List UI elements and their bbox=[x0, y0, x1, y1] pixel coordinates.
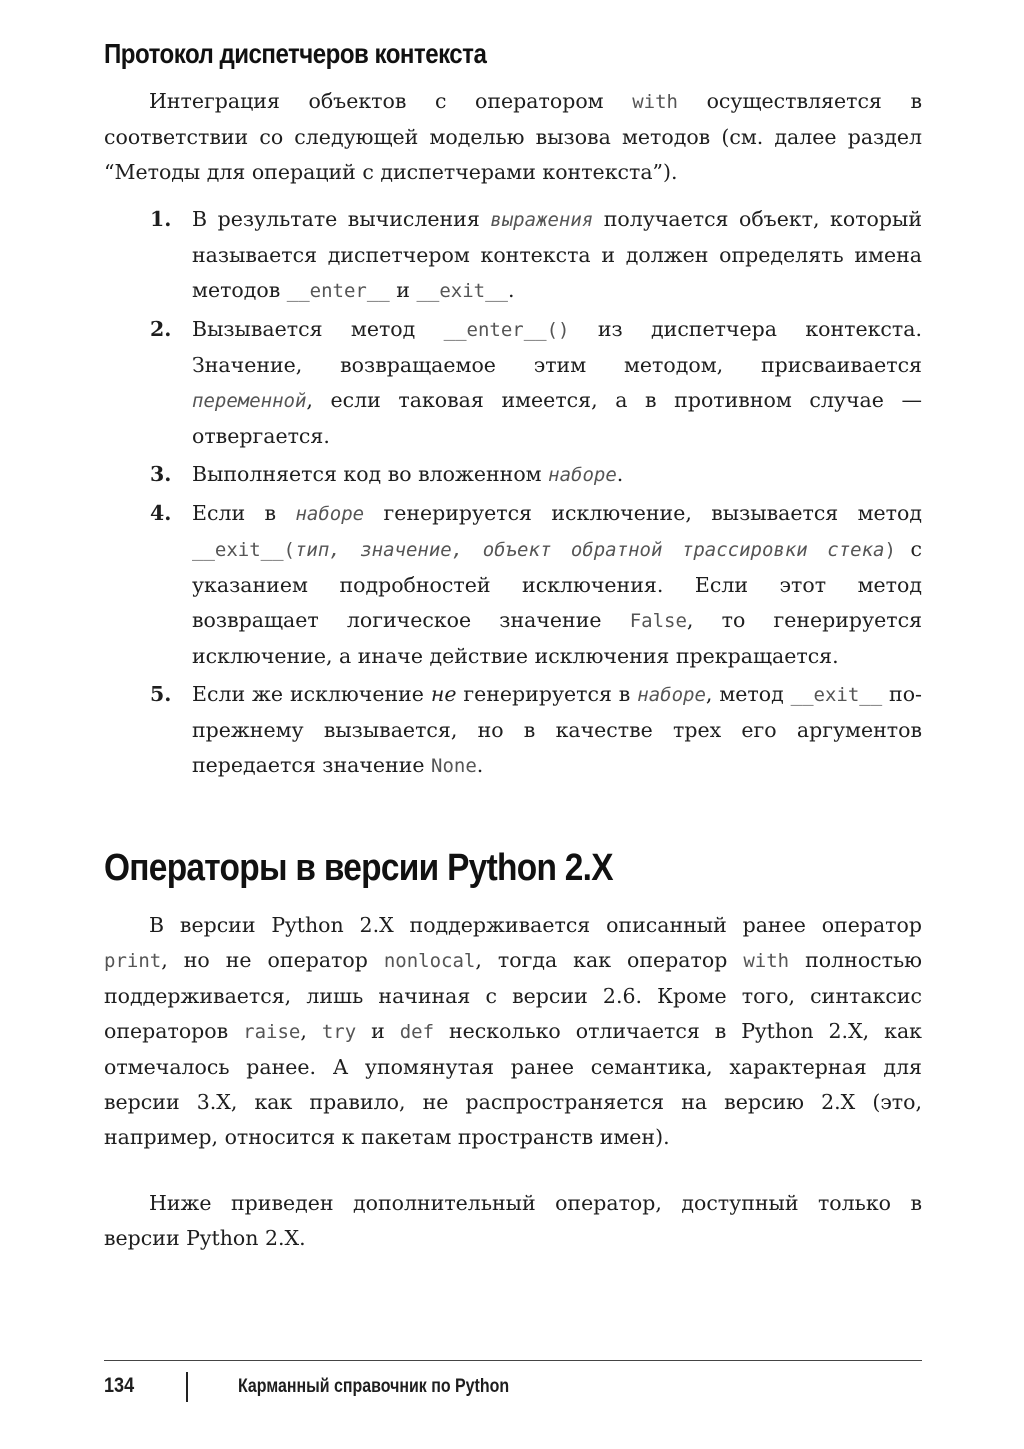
inline-code: __enter__ bbox=[286, 280, 390, 302]
list-item: 3. Выполняется код во вложенном наборе. bbox=[150, 457, 922, 493]
inline-code: raise bbox=[243, 1021, 301, 1043]
chapter-heading: Операторы в версии Python 2.X bbox=[104, 847, 613, 889]
running-title: Карманный справочник по Python bbox=[238, 1376, 510, 1397]
section-heading: Протокол диспетчеров контекста bbox=[104, 38, 487, 69]
protocol-steps-list bbox=[150, 202, 922, 787]
inline-code: __exit__ bbox=[416, 280, 508, 302]
inline-code: with bbox=[632, 91, 678, 113]
list-number: 3. bbox=[150, 462, 172, 486]
inline-code-italic: наборе bbox=[548, 464, 617, 486]
inline-code: def bbox=[399, 1021, 435, 1043]
inline-code: __exit__ bbox=[790, 684, 883, 706]
inline-code-italic: наборе bbox=[637, 684, 706, 706]
inline-code: try bbox=[321, 1021, 357, 1043]
inline-code: __enter__() bbox=[443, 319, 570, 341]
footer-divider bbox=[104, 1360, 922, 1361]
inline-code: False bbox=[629, 610, 687, 632]
list-number: 2. bbox=[150, 317, 172, 341]
inline-code: with bbox=[743, 950, 790, 972]
inline-code-italic: выражения bbox=[490, 209, 594, 231]
body-paragraph: Ниже приведен дополнительный оператор, доступный только в версии Python 2.X. bbox=[104, 1191, 922, 1250]
inline-code: None bbox=[431, 755, 477, 777]
list-item: 2. Вызывается метод __enter__() из диспетчера контекста. Значение, возвращаемое этим методом, присваивается переменной, если таковая имеется, а в противном случае — отвергается. bbox=[150, 312, 922, 454]
page-number: 134 bbox=[104, 1374, 135, 1397]
inline-code-italic: переменной bbox=[192, 390, 307, 412]
inline-code: print bbox=[104, 950, 162, 972]
list-item: 4. Если в наборе генерируется исключение, вызывается метод __exit__(тип, значение, объект обратной трассировки стека) с указанием подробностей исключения. Если этот метод возвращает логическое значение False, то генерируется исключение, а иначе действие исключения прекращается. bbox=[150, 496, 922, 674]
inline-code: ) bbox=[884, 539, 896, 561]
list-number: 5. bbox=[150, 682, 172, 706]
emphasis: не bbox=[430, 682, 457, 706]
list-item: 5. Если же исключение не генерируется в наборе, метод __exit__ по-прежнему вызывается, но в качестве трех его аргументов передается значение None. bbox=[150, 677, 922, 784]
list-item: 1. В результате вычисления выражения получается объект, который называется диспетчером контекста и должен определять имена методов __enter__ и __exit__. bbox=[150, 202, 922, 309]
inline-code: __exit__( bbox=[192, 539, 295, 561]
list-number: 4. bbox=[150, 501, 172, 525]
inline-code-italic: наборе bbox=[295, 503, 365, 525]
inline-code: nonlocal bbox=[383, 950, 476, 972]
intro-paragraph: Интеграция объектов с оператором with осуществляется в соответствии со следующей моделью вызова методов (см. далее раздел “Методы для операций с диспетчерами контекста”). bbox=[104, 89, 922, 184]
body-paragraph: В версии Python 2.X поддерживается описанный ранее оператор print, но не оператор nonlocal, тогда как оператор with полностью поддерживается, лишь начиная с версии 2.6. Кроме того, синтаксис операторов raise, try и def несколько отличается в Python 2.X, как отмечалось ранее. А упомянутая ранее семантика, характерная для версии 3.X, как правило, не распространяется на версию 2.X (это, например, относится к пакетам пространств имен). bbox=[104, 913, 923, 1149]
list-number: 1. bbox=[150, 207, 172, 231]
footer-separator bbox=[186, 1372, 188, 1402]
inline-code-italic: тип, значение, объект обратной трассировки стека bbox=[294, 539, 885, 561]
